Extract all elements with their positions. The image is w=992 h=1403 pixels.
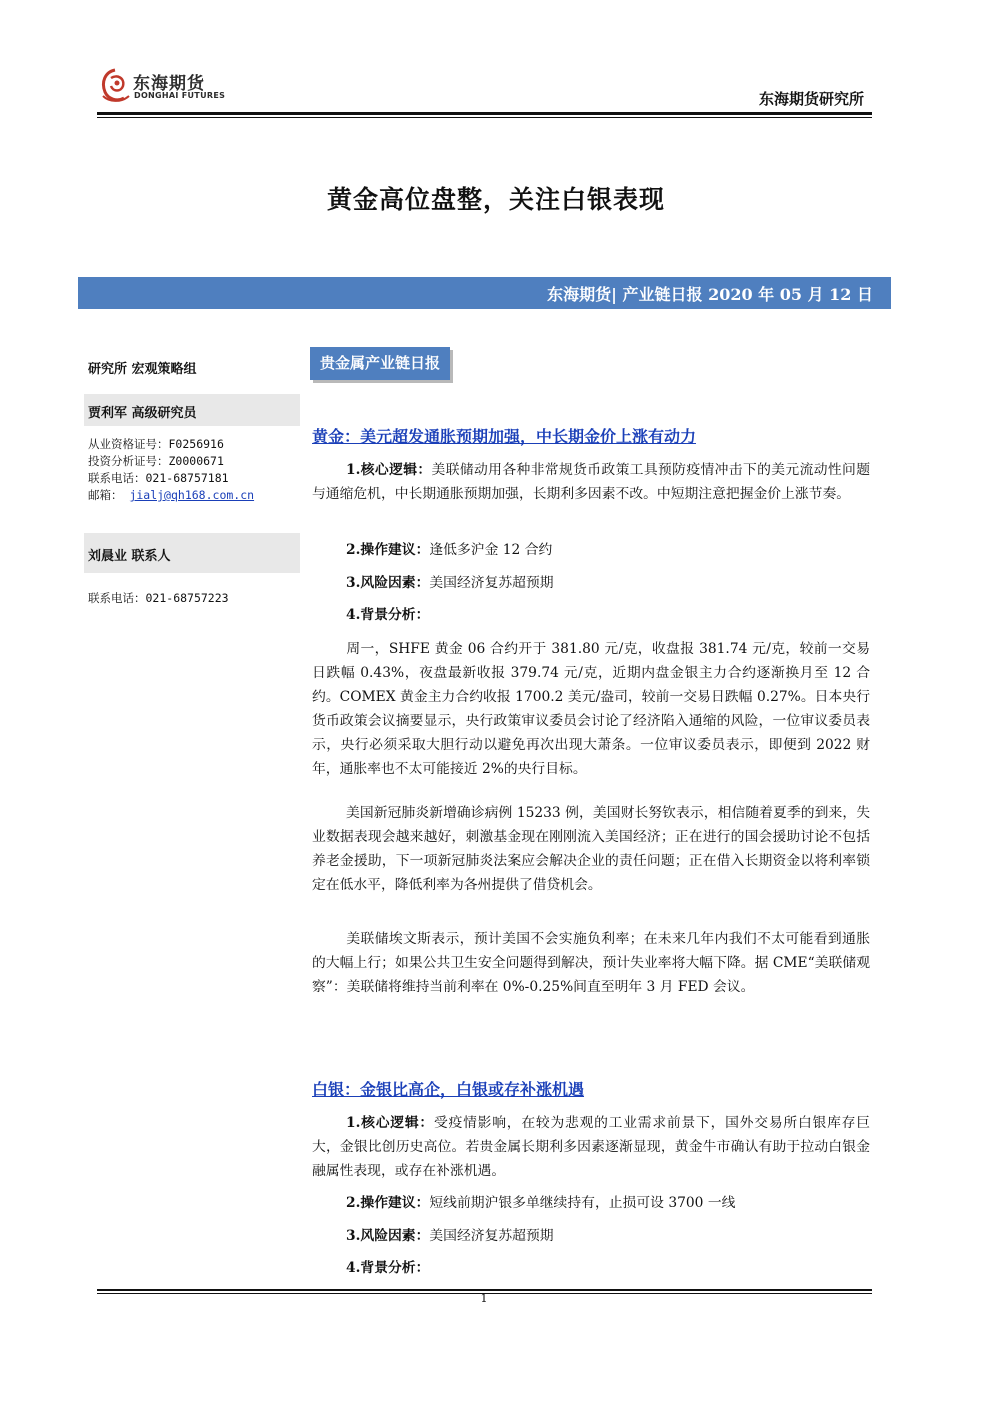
gold-background (312, 603, 870, 627)
contact-info (84, 590, 300, 607)
contact-name: 刘晨业 联系人 (88, 549, 171, 564)
header-rule (97, 112, 872, 115)
silver-section-title[interactable]: 白银：金银比高企，白银或存补涨机遇 (312, 1080, 585, 1099)
silver-advice (312, 1191, 870, 1215)
email-link[interactable]: jialj@qh168.com.cn (129, 488, 255, 502)
section-tag: 贵金属产业链日报 (310, 347, 450, 380)
analyst-email-row (84, 487, 300, 504)
contact-header (84, 533, 300, 573)
dept-label: 研究所 宏观策略组 (88, 362, 197, 377)
logo-cn-text: 东海期货 (133, 74, 205, 94)
gold-background-p1-text: 周一，SHFE 黄金 06 合约开于 381.80 元/克，收盘报 381.74 元/克，较前一交易日跌幅 0.43%，夜盘最新收报 379.74 元/克，近期内盘金银主力合约逐渐换月至 12 合约。COMEX 黄金主力合约收报 1700.2 美元/盎司，较前一交易日跌幅 0.27%。日本央行货币政策会议摘要显示，央行政策审议委员会讨论了经济陷入通缩的风险，一位审议委员表示，央行必须采取大胆行动以避免再次出现大萧条。一位审议委员表示，即便到 2022 财年，通胀率也不太可能接近 2%的央行目标。 (312, 641, 870, 777)
silver-risk-text: 美国经济复苏超预期 (429, 1228, 554, 1244)
silver-core-text: 受疫情影响，在较为悲观的工业需求前景下，国外交易所白银库存巨大，金银比创历史高位。若贵金属长期利多因素逐渐显现，黄金牛市确认有助于拉动白银金融属性表现，或存在补涨机遇。 (312, 1115, 870, 1179)
analyst-name: 贾利军 高级研究员 (88, 406, 197, 421)
analyst-info (84, 436, 300, 504)
company-logo (97, 66, 247, 106)
header-rule-thin (97, 117, 872, 118)
gold-section-title[interactable]: 黄金：美元超发通胀预期加强，中长期金价上涨有动力 (312, 427, 697, 446)
gold-background-label: 4.背景分析： (346, 607, 430, 623)
silver-risk-label: 3.风险因素： (346, 1228, 430, 1244)
footer-rule (97, 1289, 872, 1291)
contact-phone: 联系电话：021-68757223 (88, 591, 229, 605)
gold-background-p2-text: 美国新冠肺炎新增确诊病例 15233 例，美国财长努钦表示，相信随着夏季的到来，失业数据表现会越来越好，刺激基金现在刚刚流入美国经济；正在进行的国会援助讨论不包括养老金援助，下一项新冠肺炎法案应会解决企业的责任问题；正在借入长期资金以将利率锁定在低水平，降低利率为各州提供了借贷机会。 (312, 805, 870, 893)
gold-background-p1 (312, 637, 870, 781)
gold-core-logic (312, 458, 870, 506)
analyst-phone: 联系电话：021-68757181 (88, 471, 229, 485)
gold-core-text: 美联储动用各种非常规货币政策工具预防疫情冲击下的美元流动性问题与通缩危机，中长期通胀预期加强，长期利多因素不改。中短期注意把握金价上涨节奏。 (312, 462, 871, 502)
logo-mark-icon (97, 66, 133, 104)
gold-risk-text: 美国经济复苏超预期 (429, 575, 554, 591)
silver-risk (312, 1224, 870, 1248)
silver-core-label: 1.核心逻辑： (346, 1115, 434, 1131)
gold-core-label: 1.核心逻辑： (346, 462, 432, 478)
silver-advice-text: 短线前期沪银多单继续持有，止损可设 3700 一线 (429, 1195, 736, 1211)
silver-background (312, 1256, 870, 1280)
analyst-header (84, 394, 300, 426)
analyst-invest-license: 投资分析证号：Z0000671 (88, 454, 224, 468)
document-title: 黄金高位盘整，关注白银表现 (326, 185, 665, 214)
gold-advice-text: 逢低多沪金 12 合约 (429, 542, 553, 558)
gold-advice-label: 2.操作建议： (346, 542, 430, 558)
header-institute: 东海期货研究所 (758, 90, 864, 108)
gold-background-p2 (312, 801, 870, 897)
analyst-license: 从业资格证号：F0256916 (88, 437, 224, 451)
gold-background-p3-text: 美联储埃文斯表示，预计美国不会实施负利率；在未来几年内我们不太可能看到通胀的大幅上行；如果公共卫生安全问题得到解决，预计失业率将大幅下降。据 CME“美联储观察”：美联储将维持当前利率在 0%-0.25%间直至明年 3 月 FED 会议。 (312, 931, 870, 995)
email-label: 邮箱： (88, 488, 123, 502)
gold-advice (312, 538, 870, 562)
silver-advice-label: 2.操作建议： (346, 1195, 430, 1211)
banner-text: 东海期货| 产业链日报 2020 年 05 月 12 日 (547, 285, 873, 304)
gold-background-p3 (312, 927, 870, 999)
silver-core-logic (312, 1111, 870, 1183)
silver-background-label: 4.背景分析： (346, 1260, 430, 1276)
report-banner (78, 277, 891, 309)
gold-risk (312, 571, 870, 595)
sidebar-dept (84, 350, 300, 385)
logo-en-text: DONGHAI FUTURES (134, 91, 226, 100)
page-number: 1 (480, 1292, 488, 1305)
gold-risk-label: 3.风险因素： (346, 575, 430, 591)
